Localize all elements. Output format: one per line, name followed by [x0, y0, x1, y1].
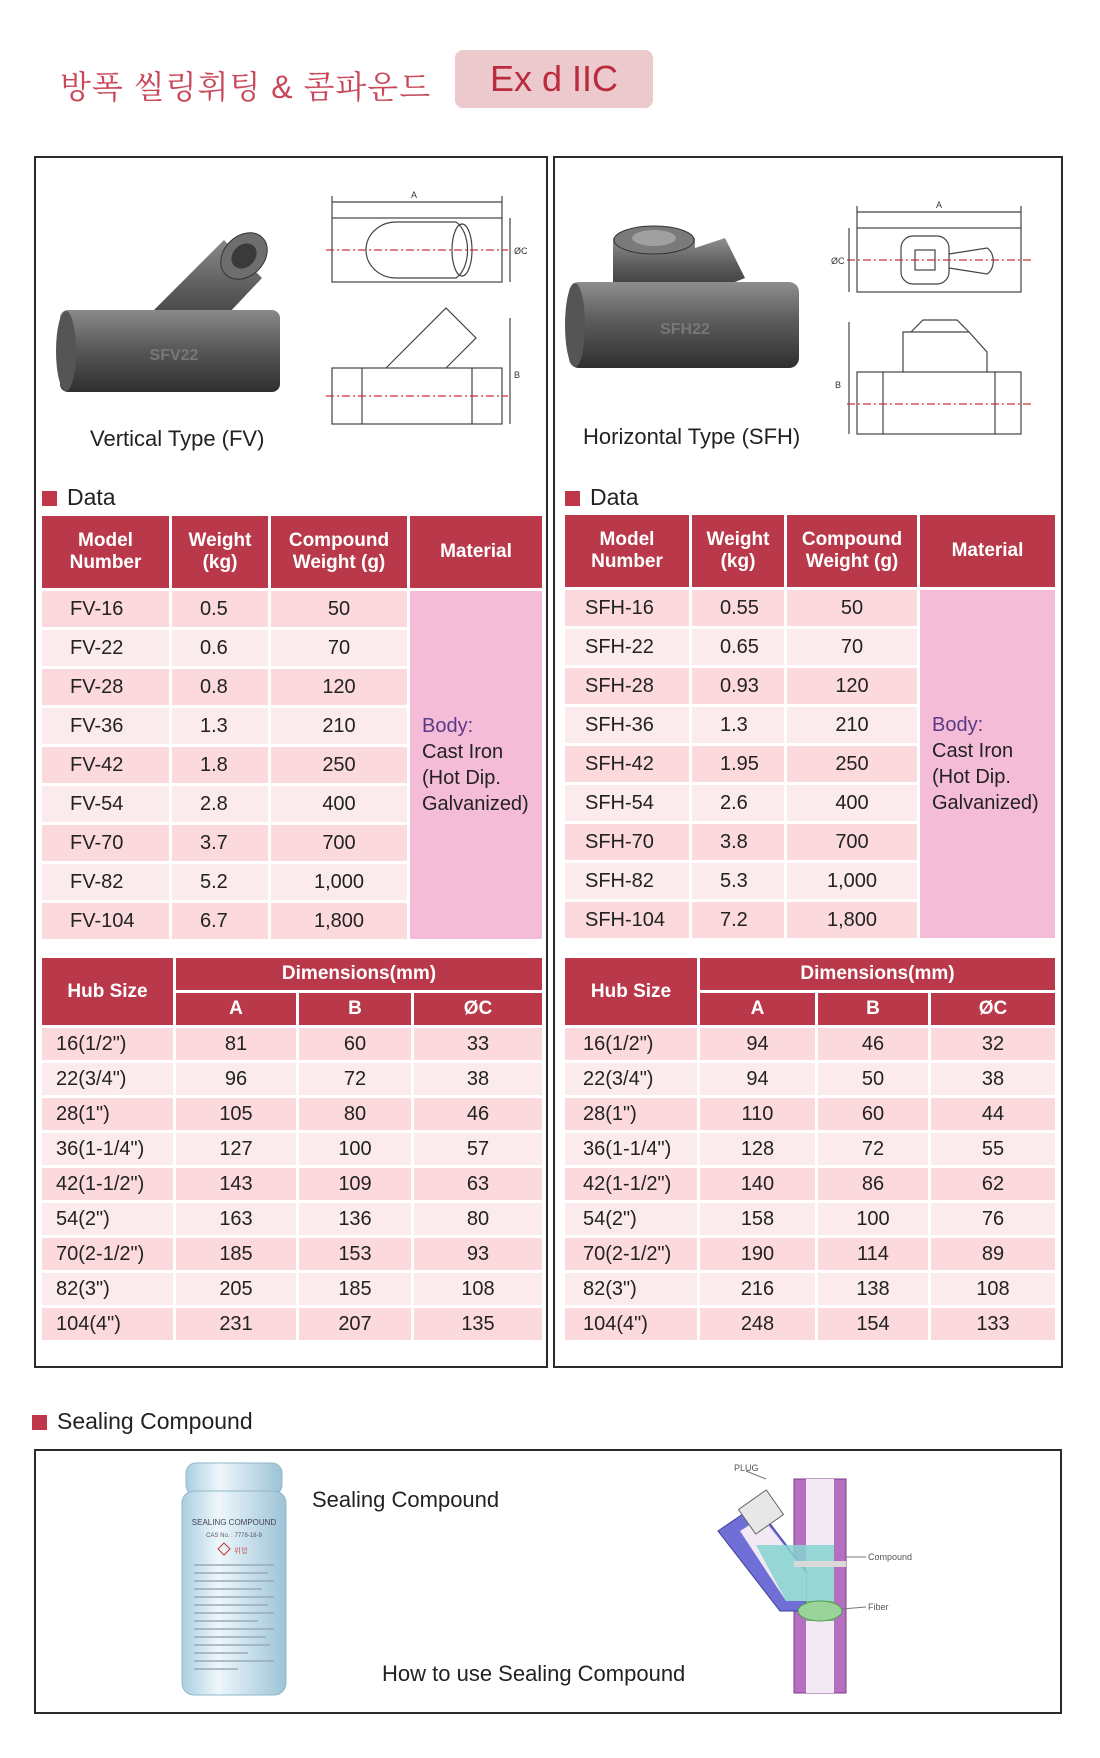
weight-cell: 5.3 [692, 863, 784, 899]
a-cell: 190 [700, 1238, 815, 1270]
hub-cell: 22(3/4") [42, 1063, 173, 1095]
table-row [565, 1133, 1055, 1165]
material-line: Galvanized) [422, 793, 529, 815]
table-row [42, 591, 542, 627]
hub-cell: 36(1-1/4") [42, 1133, 173, 1165]
col-c: ØC [931, 993, 1055, 1025]
c-cell: 38 [931, 1063, 1055, 1095]
a-cell: 96 [176, 1063, 296, 1095]
compound-cell: 120 [787, 668, 917, 704]
c-cell: 135 [414, 1308, 542, 1340]
b-cell: 185 [299, 1273, 411, 1305]
product-title: Sealing Compound [312, 1487, 500, 1512]
hub-cell: 42(1-1/2") [42, 1168, 173, 1200]
weight-cell: 2.8 [172, 786, 268, 822]
weight-cell: 3.8 [692, 824, 784, 860]
a-cell: 231 [176, 1308, 296, 1340]
c-cell: 46 [414, 1098, 542, 1130]
a-cell: 205 [176, 1273, 296, 1305]
material-line: Cast Iron [932, 740, 1014, 762]
a-cell: 110 [700, 1098, 815, 1130]
hub-cell: 16(1/2") [565, 1028, 697, 1060]
compound-cell: 250 [271, 747, 407, 783]
model-cell: FV-36 [42, 708, 169, 744]
col-weight: Weight (kg) [692, 515, 784, 587]
col-b: B [299, 993, 411, 1025]
col-material: Material [920, 515, 1055, 587]
weight-cell: 2.6 [692, 785, 784, 821]
table-row [565, 1273, 1055, 1305]
type-label: Vertical Type (FV) [90, 426, 265, 451]
table-row [42, 1238, 542, 1270]
hub-cell: 28(1") [42, 1098, 173, 1130]
model-cell: FV-82 [42, 864, 169, 900]
square-bullet-icon [42, 491, 57, 506]
dimensions-table [39, 955, 545, 1343]
compound-cell: 120 [271, 669, 407, 705]
table-row [565, 1238, 1055, 1270]
type-label: Horizontal Type (SFH) [583, 424, 801, 449]
c-cell: 44 [931, 1098, 1055, 1130]
material-cell [410, 591, 542, 939]
c-cell: 62 [931, 1168, 1055, 1200]
diagram-label-plug: PLUG [734, 1463, 759, 1473]
c-cell: 76 [931, 1203, 1055, 1235]
col-a: A [700, 993, 815, 1025]
col-compound: Compound Weight (g) [271, 516, 407, 588]
how-to-caption: How to use Sealing Compound [382, 1661, 686, 1686]
b-cell: 138 [818, 1273, 928, 1305]
hub-cell: 28(1") [565, 1098, 697, 1130]
col-dimensions: Dimensions(mm) [700, 958, 1055, 990]
dim-label-c: ØC [831, 256, 845, 266]
table-row [565, 1028, 1055, 1060]
material-line: Cast Iron [422, 741, 504, 763]
b-cell: 80 [299, 1098, 411, 1130]
compound-cell: 1,800 [271, 903, 407, 939]
hub-cell: 22(3/4") [565, 1063, 697, 1095]
data-table [39, 513, 545, 942]
vertical-dimension-drawing [326, 188, 528, 438]
dim-label-b: B [514, 370, 521, 380]
model-cell: FV-16 [42, 591, 169, 627]
b-cell: 153 [299, 1238, 411, 1270]
compound-cell: 70 [271, 630, 407, 666]
weight-cell: 1.3 [692, 707, 784, 743]
compound-cell: 700 [271, 825, 407, 861]
b-cell: 72 [299, 1063, 411, 1095]
col-b: B [818, 993, 928, 1025]
c-cell: 108 [414, 1273, 542, 1305]
weight-cell: 0.65 [692, 629, 784, 665]
col-model: Model Number [565, 515, 689, 587]
model-cell: FV-28 [42, 669, 169, 705]
weight-cell: 3.7 [172, 825, 268, 861]
weight-cell: 0.55 [692, 590, 784, 626]
vertical-fitting-photo [54, 200, 324, 400]
model-cell: FV-22 [42, 630, 169, 666]
table-row [42, 1063, 542, 1095]
weight-cell: 7.2 [692, 902, 784, 938]
model-cell: SFH-42 [565, 746, 689, 782]
square-bullet-icon [565, 491, 580, 506]
dim-label-a: A [410, 190, 418, 200]
model-cell: FV-70 [42, 825, 169, 861]
b-cell: 86 [818, 1168, 928, 1200]
table-row [565, 1308, 1055, 1340]
a-cell: 216 [700, 1273, 815, 1305]
col-material: Material [410, 516, 542, 588]
model-cell: SFH-82 [565, 863, 689, 899]
horizontal-dimension-drawing [827, 202, 1047, 462]
col-dimensions: Dimensions(mm) [176, 958, 542, 990]
c-cell: 89 [931, 1238, 1055, 1270]
can-warning: 위험 [234, 1548, 248, 1555]
data-heading: Data [565, 484, 639, 511]
diagram-label-compound: Compound [868, 1552, 913, 1562]
weight-cell: 1.3 [172, 708, 268, 744]
b-cell: 154 [818, 1308, 928, 1340]
dim-label-a: A [935, 200, 943, 210]
c-cell: 55 [931, 1133, 1055, 1165]
weight-cell: 1.8 [172, 747, 268, 783]
b-cell: 114 [818, 1238, 928, 1270]
panel-horizontal-type [553, 156, 1063, 1368]
weight-cell: 0.6 [172, 630, 268, 666]
weight-cell: 1.95 [692, 746, 784, 782]
b-cell: 60 [299, 1028, 411, 1060]
b-cell: 60 [818, 1098, 928, 1130]
c-cell: 57 [414, 1133, 542, 1165]
weight-cell: 0.93 [692, 668, 784, 704]
table-row [42, 1098, 542, 1130]
hub-cell: 70(2-1/2") [565, 1238, 697, 1270]
a-cell: 140 [700, 1168, 815, 1200]
horizontal-fitting-photo [565, 218, 815, 388]
diagram-label-fiber: Fiber [868, 1602, 889, 1612]
compound-cell: 250 [787, 746, 917, 782]
b-cell: 46 [818, 1028, 928, 1060]
c-cell: 38 [414, 1063, 542, 1095]
b-cell: 100 [299, 1133, 411, 1165]
table-row [42, 1273, 542, 1305]
explosion-class-badge: Ex d IIC [455, 50, 653, 108]
weight-cell: 5.2 [172, 864, 268, 900]
dimensions-table [562, 955, 1058, 1343]
a-cell: 105 [176, 1098, 296, 1130]
data-heading: Data [42, 484, 116, 511]
hub-cell: 104(4") [42, 1308, 173, 1340]
weight-cell: 0.5 [172, 591, 268, 627]
material-body-label: Body: [932, 714, 984, 736]
table-row [565, 1063, 1055, 1095]
col-hub-size: Hub Size [565, 958, 697, 1025]
hub-cell: 16(1/2") [42, 1028, 173, 1060]
weight-cell: 0.8 [172, 669, 268, 705]
table-row [565, 590, 1055, 626]
compound-cell: 400 [271, 786, 407, 822]
hub-cell: 42(1-1/2") [565, 1168, 697, 1200]
col-weight: Weight (kg) [172, 516, 268, 588]
dim-label-c: ØC [514, 246, 528, 256]
model-cell: FV-42 [42, 747, 169, 783]
material-body-label: Body: [422, 715, 474, 737]
col-c: ØC [414, 993, 542, 1025]
col-compound: Compound Weight (g) [787, 515, 917, 587]
can-cas: CAS No. : 7778-18-9 [206, 1533, 262, 1539]
compound-cell: 700 [787, 824, 917, 860]
table-row [565, 1168, 1055, 1200]
table-row [42, 1168, 542, 1200]
hub-cell: 54(2") [42, 1203, 173, 1235]
model-cell: SFH-70 [565, 824, 689, 860]
col-a: A [176, 993, 296, 1025]
model-cell: FV-104 [42, 903, 169, 939]
data-table [562, 512, 1058, 941]
compound-cell: 70 [787, 629, 917, 665]
model-cell: SFH-28 [565, 668, 689, 704]
a-cell: 81 [176, 1028, 296, 1060]
a-cell: 248 [700, 1308, 815, 1340]
c-cell: 108 [931, 1273, 1055, 1305]
a-cell: 94 [700, 1063, 815, 1095]
model-cell: SFH-104 [565, 902, 689, 938]
casting-mark: SFV22 [149, 347, 199, 364]
col-hub-size: Hub Size [42, 958, 173, 1025]
table-row [42, 1308, 542, 1340]
panel-vertical-type [34, 156, 548, 1368]
model-cell: SFH-36 [565, 707, 689, 743]
material-cell [920, 590, 1055, 938]
table-row [42, 1028, 542, 1060]
weight-cell: 6.7 [172, 903, 268, 939]
can-label: SEALING COMPOUND [191, 1518, 277, 1527]
model-cell: SFH-54 [565, 785, 689, 821]
a-cell: 143 [176, 1168, 296, 1200]
hub-cell: 82(3") [565, 1273, 697, 1305]
b-cell: 136 [299, 1203, 411, 1235]
c-cell: 63 [414, 1168, 542, 1200]
c-cell: 33 [414, 1028, 542, 1060]
a-cell: 185 [176, 1238, 296, 1270]
material-line: (Hot Dip. [932, 766, 1011, 788]
compound-cell: 210 [787, 707, 917, 743]
dim-label-b: B [835, 380, 842, 390]
compound-cell: 1,800 [787, 902, 917, 938]
compound-can-image [178, 1461, 290, 1701]
table-row [42, 1133, 542, 1165]
compound-cell: 50 [787, 590, 917, 626]
hub-cell: 104(4") [565, 1308, 697, 1340]
a-cell: 158 [700, 1203, 815, 1235]
col-model: Model Number [42, 516, 169, 588]
c-cell: 133 [931, 1308, 1055, 1340]
compound-usage-diagram [716, 1461, 946, 1701]
table-row [565, 1203, 1055, 1235]
casting-mark: SFH22 [660, 321, 710, 338]
model-cell: SFH-16 [565, 590, 689, 626]
sealing-compound-box [34, 1449, 1062, 1714]
a-cell: 128 [700, 1133, 815, 1165]
compound-cell: 1,000 [271, 864, 407, 900]
material-line: (Hot Dip. [422, 767, 501, 789]
b-cell: 207 [299, 1308, 411, 1340]
b-cell: 72 [818, 1133, 928, 1165]
hub-cell: 70(2-1/2") [42, 1238, 173, 1270]
table-row [565, 1098, 1055, 1130]
c-cell: 80 [414, 1203, 542, 1235]
square-bullet-icon [32, 1415, 47, 1430]
a-cell: 163 [176, 1203, 296, 1235]
compound-cell: 400 [787, 785, 917, 821]
hub-cell: 54(2") [565, 1203, 697, 1235]
model-cell: SFH-22 [565, 629, 689, 665]
hub-cell: 36(1-1/4") [565, 1133, 697, 1165]
compound-cell: 50 [271, 591, 407, 627]
hub-cell: 82(3") [42, 1273, 173, 1305]
b-cell: 109 [299, 1168, 411, 1200]
b-cell: 100 [818, 1203, 928, 1235]
a-cell: 94 [700, 1028, 815, 1060]
page-title: 방폭 씰링휘팅 & 콤파운드 [60, 69, 432, 105]
model-cell: FV-54 [42, 786, 169, 822]
sealing-compound-heading: Sealing Compound [32, 1408, 253, 1435]
c-cell: 32 [931, 1028, 1055, 1060]
c-cell: 93 [414, 1238, 542, 1270]
compound-cell: 210 [271, 708, 407, 744]
material-line: Galvanized) [932, 792, 1039, 814]
a-cell: 127 [176, 1133, 296, 1165]
b-cell: 50 [818, 1063, 928, 1095]
table-row [42, 1203, 542, 1235]
compound-cell: 1,000 [787, 863, 917, 899]
